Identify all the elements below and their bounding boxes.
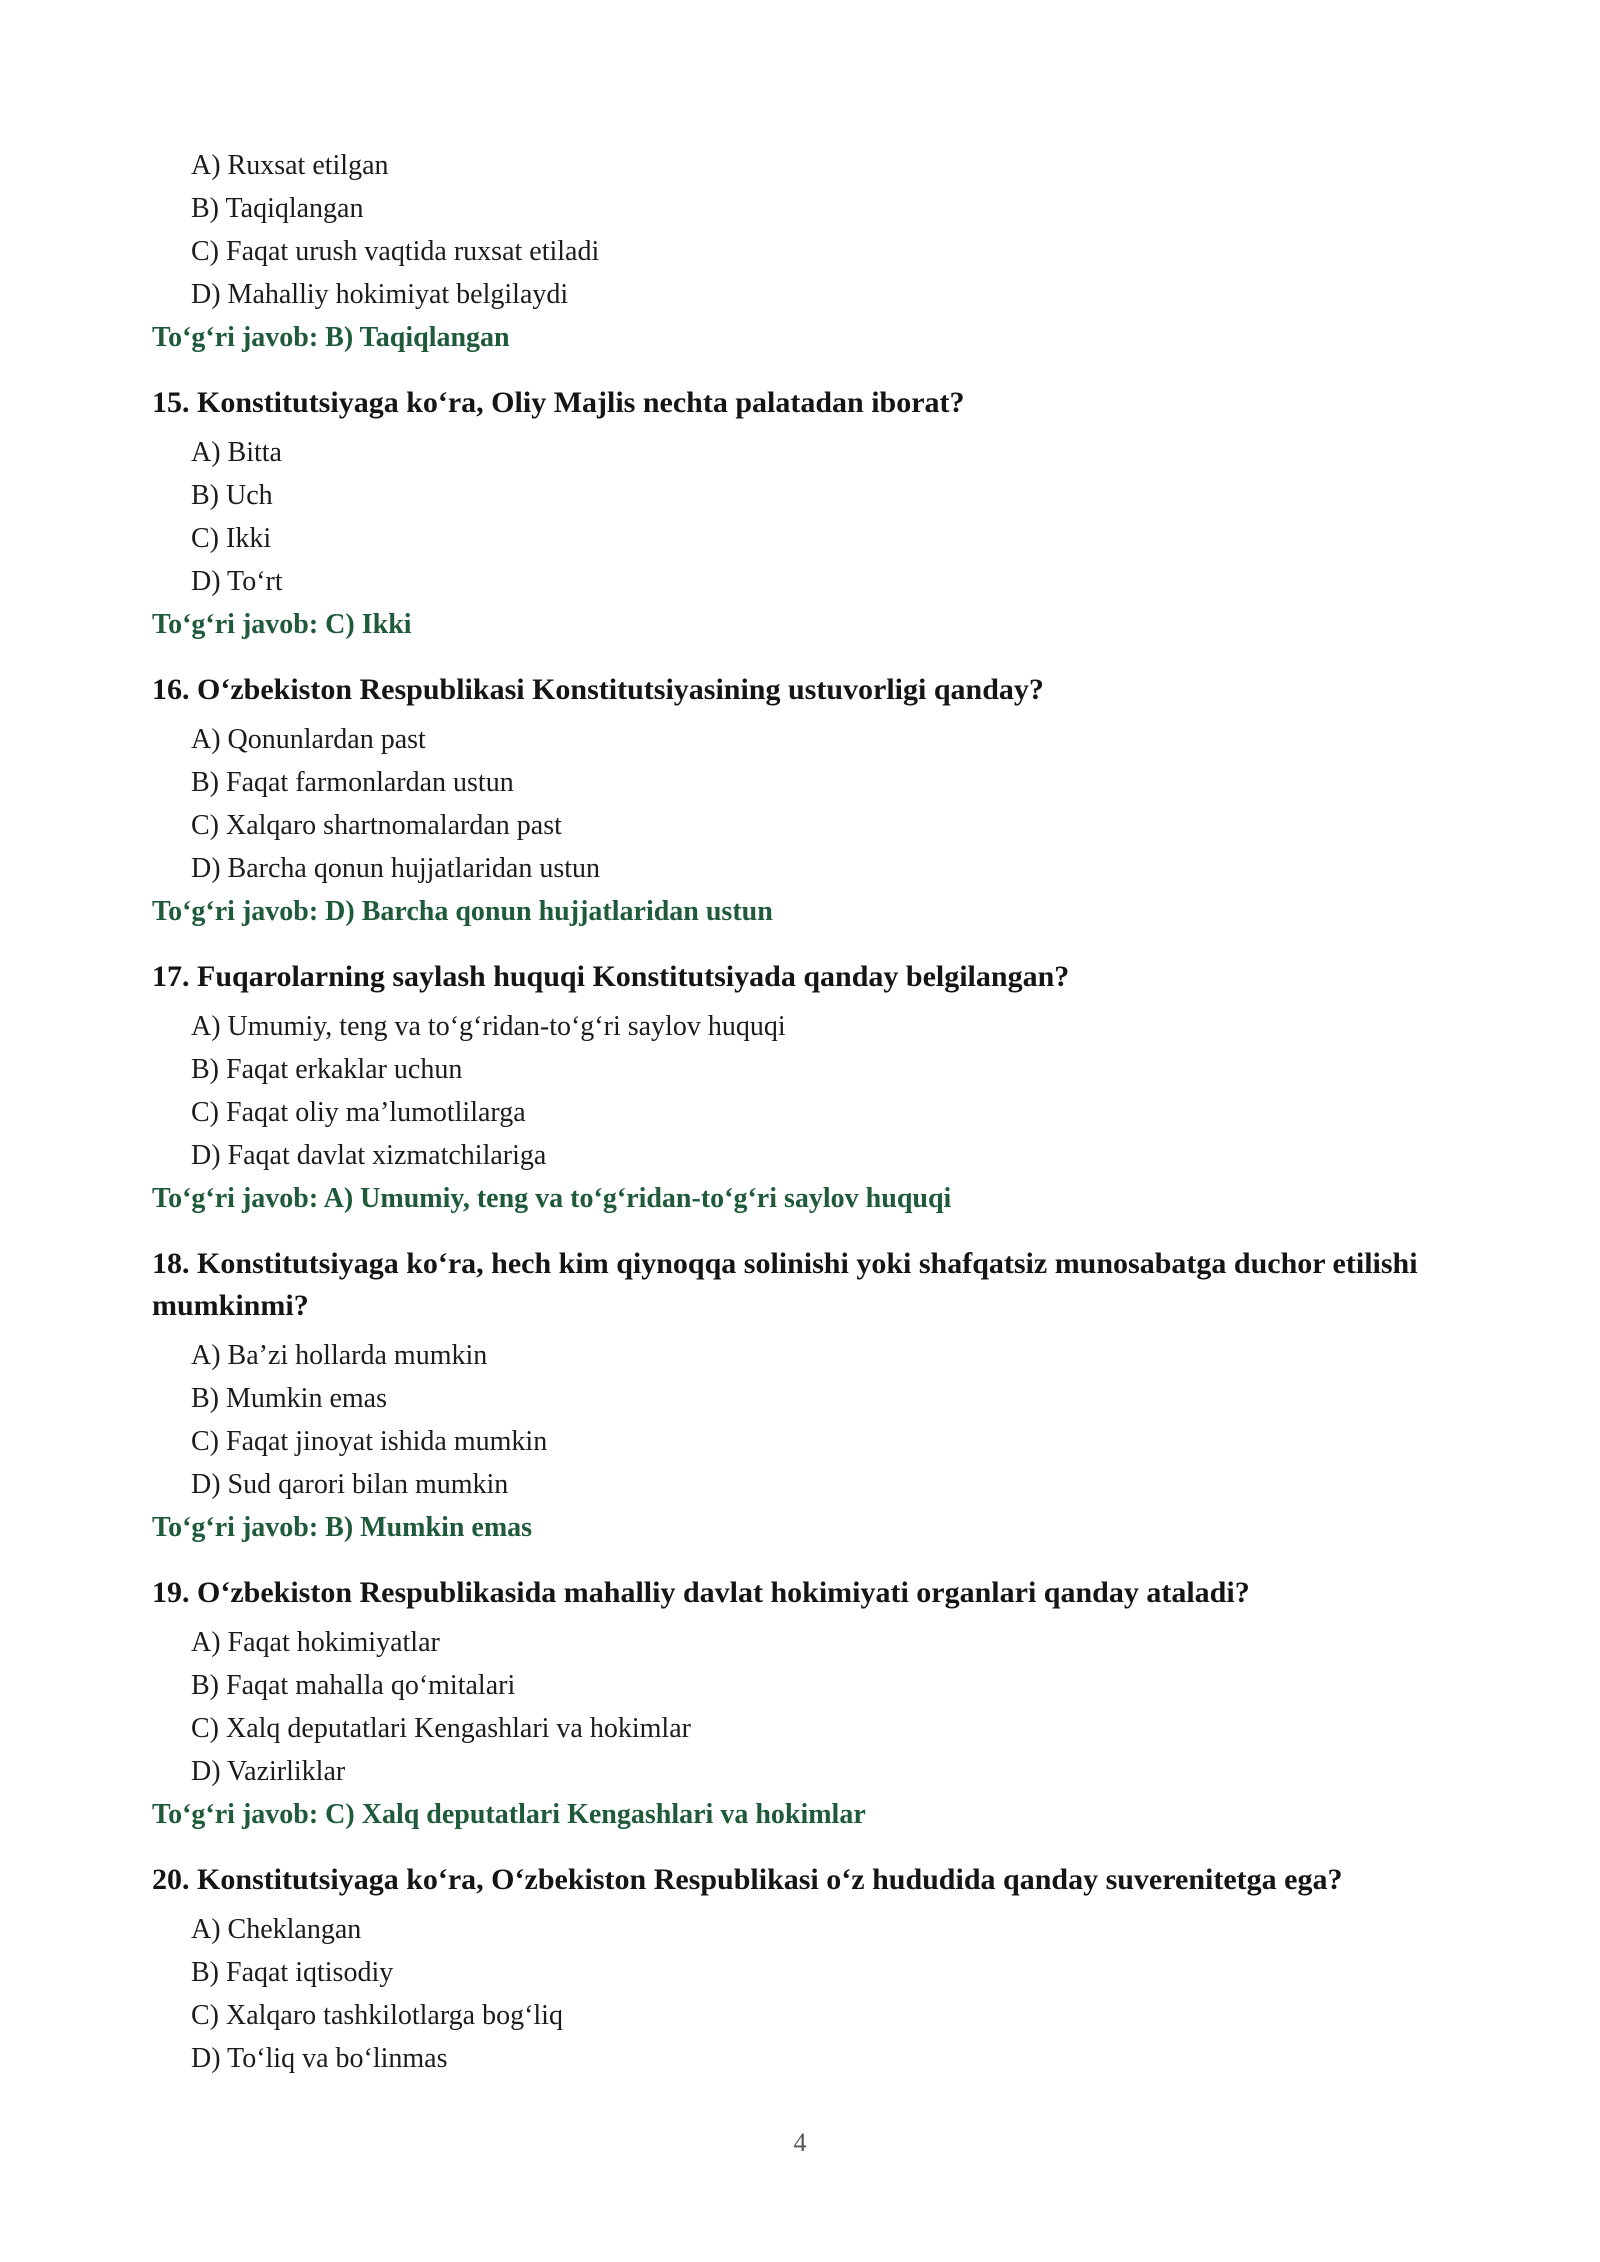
option-item: D) Vazirliklar [191,1756,346,1787]
option-item: B) Mumkin emas [191,1383,387,1414]
options-list-q14 [152,144,1482,316]
correct-answer: To‘g‘ri javob: C) Ikki [152,609,412,640]
option-item: C) Xalq deputatlari Kengashlari va hokimlar [191,1713,691,1744]
option-item: A) Bitta [191,437,282,468]
question-title: 18. Konstitutsiyaga ko‘ra, hech kim qiynoqqa solinishi yoki shafqatsiz munosabatga duchor etilishi mumkinmi? [152,1247,1418,1322]
option-item: B) Faqat iqtisodiy [191,1957,394,1988]
options-list [152,1621,1482,1793]
option-item: A) Faqat hokimiyatlar [191,1627,440,1658]
question-title: 17. Fuqarolarning saylash huquqi Konstitutsiyada qanday belgilangan? [152,960,1070,993]
option-item: C) Xalqaro shartnomalardan past [191,810,562,841]
options-list [152,431,1482,603]
question-block-20 [152,1859,1482,2080]
page-content [152,144,1482,2080]
options-list [152,1005,1482,1177]
option-item: A) Ruxsat etilgan [191,150,389,181]
option-item: D) Barcha qonun hujjatlaridan ustun [191,853,601,884]
question-title: 16. O‘zbekiston Respublikasi Konstitutsiyasining ustuvorligi qanday? [152,673,1044,706]
question-title: 15. Konstitutsiyaga ko‘ra, Oliy Majlis nechta palatadan iborat? [152,386,965,419]
correct-answer: To‘g‘ri javob: C) Xalq deputatlari Kengashlari va hokimlar [152,1799,866,1830]
option-item: B) Faqat erkaklar uchun [191,1054,463,1085]
option-item: B) Uch [191,480,273,511]
question-title: 19. O‘zbekiston Respublikasida mahalliy davlat hokimiyati organlari qanday ataladi? [152,1576,1250,1609]
options-list [152,1908,1482,2080]
options-list [152,1334,1482,1506]
option-item: D) To‘liq va bo‘linmas [191,2043,448,2074]
option-item: A) Cheklangan [191,1914,362,1945]
page-number: 4 [793,2128,807,2157]
correct-answer: To‘g‘ri javob: B) Mumkin emas [152,1512,533,1543]
option-item: D) To‘rt [191,566,283,597]
question-block-18 [152,1243,1482,1549]
option-item: C) Xalqaro tashkilotlarga bog‘liq [191,2000,563,2031]
option-item: C) Faqat oliy ma’lumotlilarga [191,1097,526,1128]
correct-answer: To‘g‘ri javob: A) Umumiy, teng va to‘g‘ridan-to‘g‘ri saylov huquqi [152,1183,952,1214]
option-item: C) Faqat urush vaqtida ruxsat etiladi [191,236,600,267]
option-item: C) Faqat jinoyat ishida mumkin [191,1426,548,1457]
question-block-16 [152,669,1482,933]
correct-answer: To‘g‘ri javob: B) Taqiqlangan [152,322,510,353]
option-item: A) Ba’zi hollarda mumkin [191,1340,488,1371]
question-title: 20. Konstitutsiyaga ko‘ra, O‘zbekiston Respublikasi o‘z hududida qanday suverenitetga ega? [152,1863,1343,1896]
option-item: D) Faqat davlat xizmatchilariga [191,1140,547,1171]
option-item: B) Faqat farmonlardan ustun [191,767,514,798]
option-item: A) Umumiy, teng va to‘g‘ridan-to‘g‘ri saylov huquqi [191,1011,786,1042]
option-item: C) Ikki [191,523,272,554]
question-block-19 [152,1572,1482,1836]
option-item: D) Sud qarori bilan mumkin [191,1469,509,1500]
option-item: A) Qonunlardan past [191,724,426,755]
correct-answer: To‘g‘ri javob: D) Barcha qonun hujjatlaridan ustun [152,896,773,927]
option-item: B) Taqiqlangan [191,193,364,224]
question-block-15 [152,382,1482,646]
question-block-17 [152,956,1482,1220]
options-list [152,718,1482,890]
option-item: D) Mahalliy hokimiyat belgilaydi [191,279,569,310]
option-item: B) Faqat mahalla qo‘mitalari [191,1670,516,1701]
